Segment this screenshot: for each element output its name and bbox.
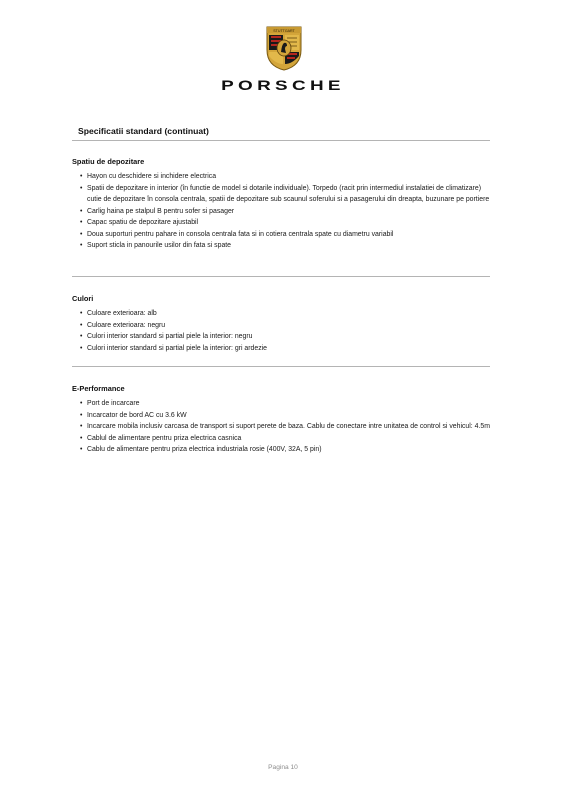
list-item: • Culori interior standard si partial piele la interior: gri ardezie (82, 343, 490, 355)
list-item: • Culori interior standard si partial piele la interior: negru (82, 331, 490, 343)
divider (72, 140, 490, 141)
list-item: • Culoare exterioara: alb (82, 308, 490, 320)
list-item: • Suport sticla in panourile usilor din fata si spate (82, 240, 490, 252)
page-number: Pagina 10 (268, 764, 298, 771)
divider (72, 276, 490, 277)
page-title: Specificatii standard (continuat) (78, 126, 209, 136)
list-item: • Cablu de alimentare pentru priza electrica industriala rosie (400V, 32A, 5 pin) (82, 444, 490, 456)
list-item: • Hayon cu deschidere si inchidere electrica (82, 171, 490, 183)
colors-list (72, 308, 490, 354)
list-item: • Incarcare mobila inclusiv carcasa de transport si suport perete de baza. Cablu de conectare intre unitatea de control si vehicul: 4.5m (82, 421, 490, 433)
section-colors (72, 294, 490, 354)
divider (72, 366, 490, 367)
porsche-crest-logo (264, 24, 304, 72)
list-item: • Carlig haina pe stalpul B pentru sofer si pasager (82, 206, 490, 218)
storage-list (72, 171, 490, 252)
list-item: • Port de incarcare (82, 398, 490, 410)
list-item: • Capac spatiu de depozitare ajustabil (82, 217, 490, 229)
e-performance-list (72, 398, 490, 456)
section-title: Culori (72, 294, 94, 303)
porsche-wordmark: PORSCHE (221, 77, 345, 93)
list-item: • Spatii de depozitare in interior (în functie de model si dotarile individuale). Torpedo (racit prin intermediul instalatiei de climatizare) cutie de depozitare în consola centrala, spatii de depozitare sub scaunul soferului si a pasagerului din dreapta, buzunare pe portiere (82, 183, 490, 206)
crest-text: STUTTGART (273, 29, 295, 33)
list-item: • Incarcator de bord AC cu 3.6 kW (82, 410, 490, 422)
list-item: • Doua suporturi pentru pahare in consola centrala fata si in cotiera centrala spate cu diametru variabil (82, 229, 490, 241)
section-e-performance (72, 384, 490, 456)
section-title: Spatiu de depozitare (72, 157, 145, 166)
section-title: E-Performance (72, 384, 125, 393)
list-item: • Culoare exterioara: negru (82, 320, 490, 332)
section-storage (72, 157, 490, 252)
list-item: • Cablul de alimentare pentru priza electrica casnica (82, 433, 490, 445)
